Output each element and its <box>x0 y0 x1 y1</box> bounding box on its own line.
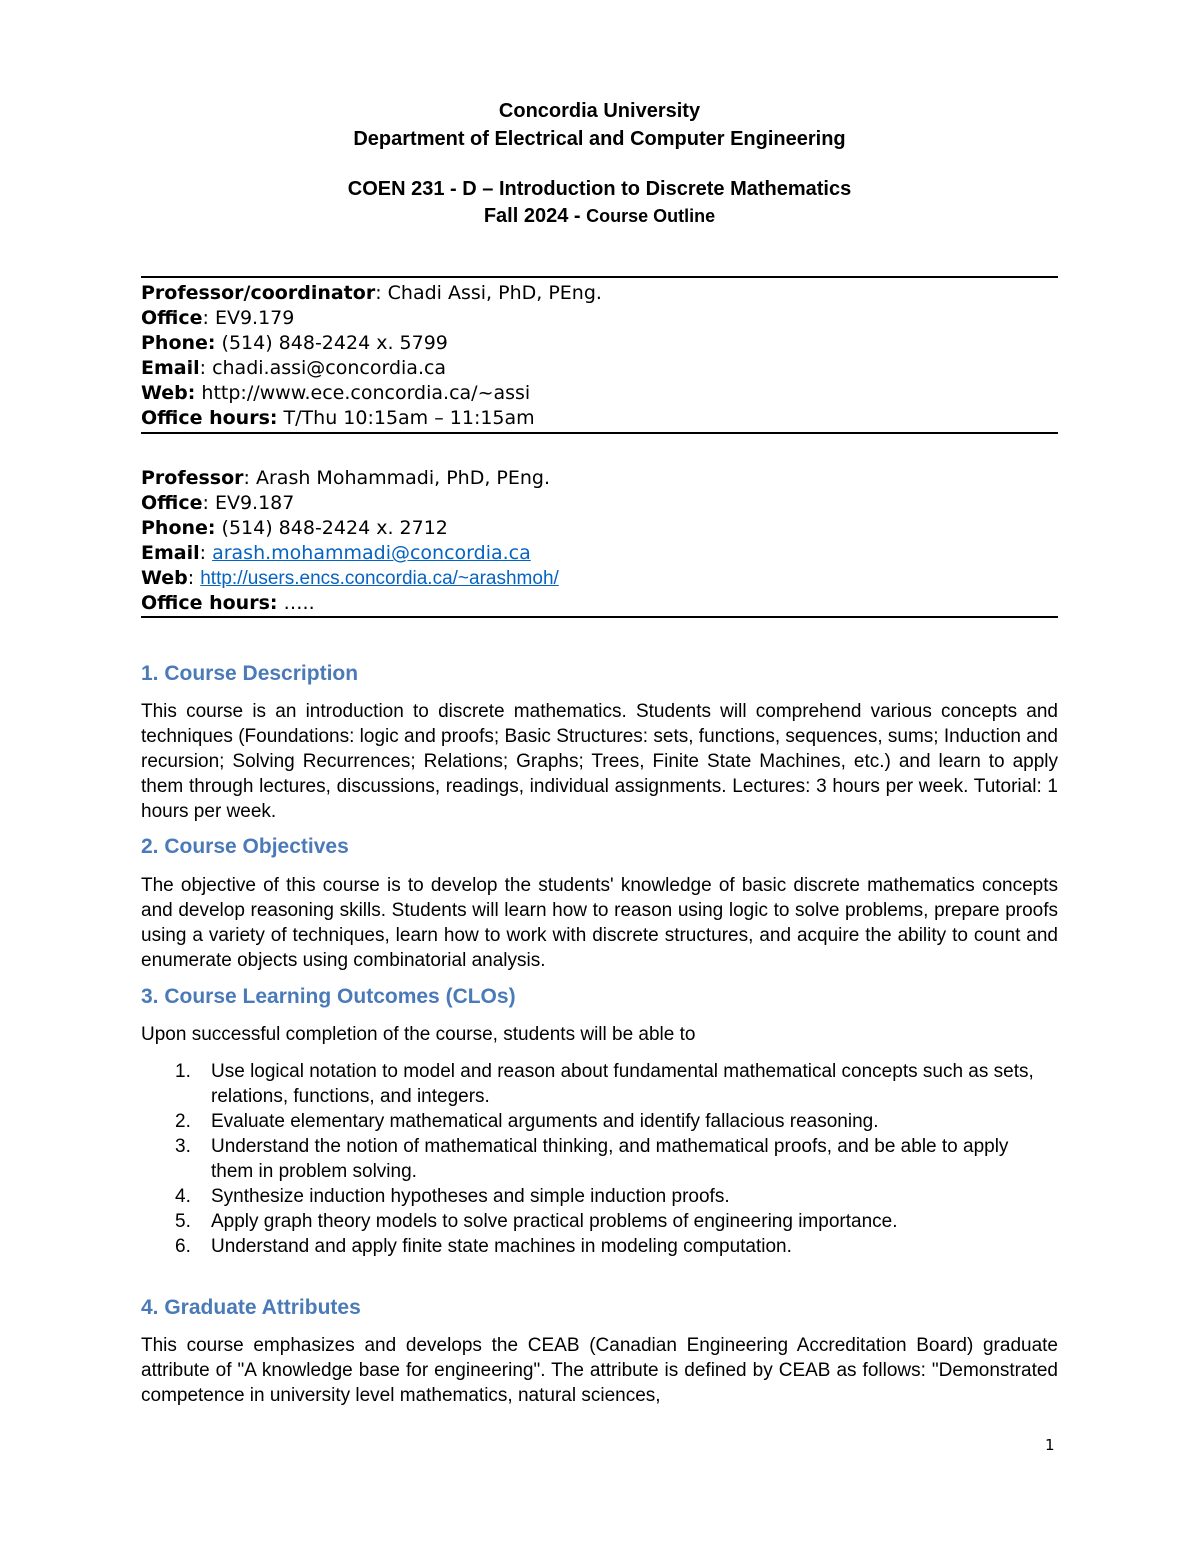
list-number: 1. <box>175 1061 191 1082</box>
divider-bottom <box>141 616 1058 618</box>
professor-hours: ….. <box>277 592 315 614</box>
divider-top <box>141 276 1058 278</box>
coordinator-name-label: Professor/coordinator <box>141 282 376 304</box>
list-item <box>141 1134 1051 1184</box>
outline-label: Course Outline <box>586 206 716 226</box>
professor-phone: (514) 848-2424 x. 2712 <box>215 517 448 539</box>
professor-email-sep: : <box>199 542 213 564</box>
coordinator-office-label: Office <box>141 307 203 329</box>
document-header <box>141 97 1058 229</box>
list-text: Understand the notion of mathematical thinking, and mathematical proofs, and be able to apply them in problem solving. <box>211 1136 1009 1182</box>
term: Fall 2024 - <box>483 205 587 227</box>
list-item <box>141 1209 1051 1234</box>
professor-name-label: Professor <box>141 467 244 489</box>
page-number: 1 <box>1045 1436 1055 1454</box>
coordinator-phone-label: Phone: <box>141 332 216 354</box>
section-title-attributes: 4. Graduate Attributes <box>141 1296 361 1319</box>
divider-middle <box>141 432 1058 434</box>
list-number: 6. <box>175 1236 191 1257</box>
university-name: Concordia University <box>498 100 701 122</box>
list-number: 3. <box>175 1136 191 1157</box>
coordinator-office: : EV9.179 <box>202 307 295 329</box>
professor-web-sep: : <box>187 567 201 589</box>
coordinator-hours: T/Thu 10:15am – 11:15am <box>277 407 535 429</box>
list-text: Synthesize induction hypotheses and simple induction proofs. <box>211 1186 730 1207</box>
department-name: Department of Electrical and Computer Engineering <box>353 128 846 150</box>
professor-email-label: Email <box>141 542 200 564</box>
coordinator-email: : chadi.assi@concordia.ca <box>199 357 447 379</box>
professor-office: : EV9.187 <box>202 492 295 514</box>
coordinator-hours-label: Office hours: <box>141 407 278 429</box>
course-title: COEN 231 - D – Introduction to Discrete Mathematics <box>347 178 852 200</box>
professor-phone-label: Phone: <box>141 517 216 539</box>
outcomes-intro: Upon successful completion of the course, students will be able to <box>141 1024 696 1045</box>
description-text: This course is an introduction to discrete mathematics. Students will comprehend various concepts and techniques (Foundations: logic and proofs; Basic Structures: sets, functions, sequences, sums; Induction and recursion; Solving Recurrences; Relations; Graphs; Trees, Finite State Machines, etc.) and learn to apply them through lectures, discussions, readings, individual assignments. Lectures: 3 hours per week. Tutorial: 1 hours per week. <box>141 701 1058 822</box>
attributes-text: This course emphasizes and develops the CEAB (Canadian Engineering Accreditation Board) graduate attribute of "A knowledge base for engineering". The attribute is defined by CEAB as follows: "Demonstrated competence in university level mathematics, natural sciences, <box>141 1335 1058 1406</box>
professor-office-label: Office <box>141 492 203 514</box>
professor-info <box>141 466 1058 616</box>
section-title-objectives: 2. Course Objectives <box>141 835 349 858</box>
list-item <box>141 1059 1051 1109</box>
professor-hours-label: Office hours: <box>141 592 278 614</box>
coordinator-name: : Chadi Assi, PhD, PEng. <box>375 282 602 304</box>
professor-web-label: Web <box>141 567 188 589</box>
list-text: Apply graph theory models to solve practical problems of engineering importance. <box>211 1211 898 1232</box>
list-text: Use logical notation to model and reason about fundamental mathematical concepts such as sets, relations, functions, and integers. <box>211 1061 1034 1107</box>
coordinator-email-label: Email <box>141 357 200 379</box>
outcomes-list <box>141 1059 1051 1259</box>
list-number: 4. <box>175 1186 191 1207</box>
list-text: Understand and apply finite state machines in modeling computation. <box>211 1236 792 1257</box>
professor-web-link[interactable]: http://users.encs.concordia.ca/~arashmoh/ <box>200 568 559 589</box>
coordinator-phone: (514) 848-2424 x. 5799 <box>215 332 448 354</box>
professor-name: : Arash Mohammadi, PhD, PEng. <box>243 467 551 489</box>
coordinator-info <box>141 281 1058 431</box>
section-title-outcomes: 3. Course Learning Outcomes (CLOs) <box>141 985 516 1008</box>
list-item <box>141 1234 1051 1259</box>
list-item <box>141 1184 1051 1209</box>
list-number: 5. <box>175 1211 191 1232</box>
list-text: Evaluate elementary mathematical arguments and identify fallacious reasoning. <box>211 1111 879 1132</box>
coordinator-web-label: Web: <box>141 382 196 404</box>
list-item <box>141 1109 1051 1134</box>
coordinator-web: http://www.ece.concordia.ca/~assi <box>195 382 531 404</box>
list-number: 2. <box>175 1111 191 1132</box>
section-title-description: 1. Course Description <box>141 662 359 685</box>
professor-email-link[interactable]: arash.mohammadi@concordia.ca <box>212 542 531 564</box>
objectives-text: The objective of this course is to develop the students' knowledge of basic discrete mathematics concepts and develop reasoning skills. Students will learn how to reason using logic to solve problems, prepare proofs using a variety of techniques, learn how to work with discrete structures, and acquire the ability to count and enumerate objects using combinatorial analysis. <box>141 875 1058 971</box>
